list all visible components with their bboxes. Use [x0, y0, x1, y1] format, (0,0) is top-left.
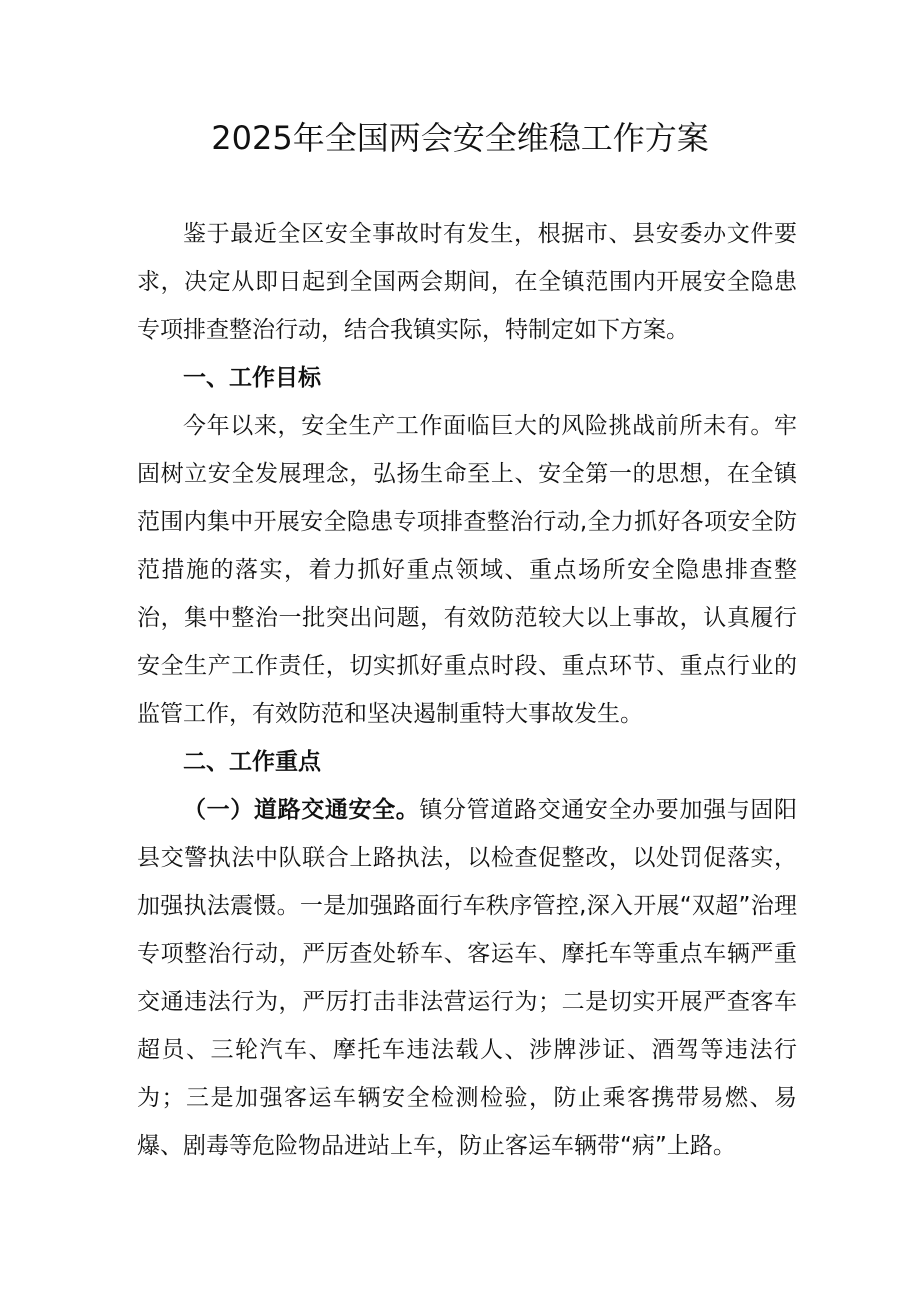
section-heading-focus: 二、工作重点	[183, 749, 321, 775]
goals-paragraph: 今年以来，安全生产工作面临巨大的风险挑战前所未有。牢固树立安全发展理念，弘扬生命至上、安全第一的思想，在全镇范围内集中开展安全隐患专项排查整治行动,全力抓好各项安全防范措施的落实，着力抓好重点领域、重点场所安全隐患排查整治，集中整治一批突出问题，有效防范较大以上事故，认真履行安全生产工作责任，切实抓好重点时段、重点环节、重点行业的监管工作，有效防范和坚决遏制重特大事故发生。	[137, 413, 797, 727]
document-body	[137, 210, 797, 1170]
road-safety-text: 镇分管道路交通安全办要加强与固阳县交警执法中队联合上路执法，以检查促整改，以处罚促落实，加强执法震慑。一是加强路面行车秩序管控,深入开展“双超”治理专项整治行动，严厉查处轿车、客运车、摩托车等重点车辆严重交通违法行为，严厉打击非法营运行为；二是切实开展严查客车超员、三轮汽车、摩托车违法载人、涉牌涉证、酒驾等违法行为；三是加强客运车辆安全检测检验，防止乘客携带易燃、易爆、剧毒等危险物品进站上车，防止客运车辆带“病”上路。	[137, 797, 798, 1159]
intro-paragraph: 鉴于最近全区安全事故时有发生，根据市、县安委办文件要求，决定从即日起到全国两会期间，在全镇范围内开展安全隐患专项排查整治行动，结合我镇实际，特制定如下方案。	[137, 221, 797, 343]
road-safety-paragraph	[137, 786, 797, 1170]
road-safety-label: （一）道路交通安全。	[183, 797, 420, 823]
section-heading-goals: 一、工作目标	[183, 365, 321, 391]
page-title: 2025年全国两会安全维稳工作方案	[211, 119, 709, 157]
